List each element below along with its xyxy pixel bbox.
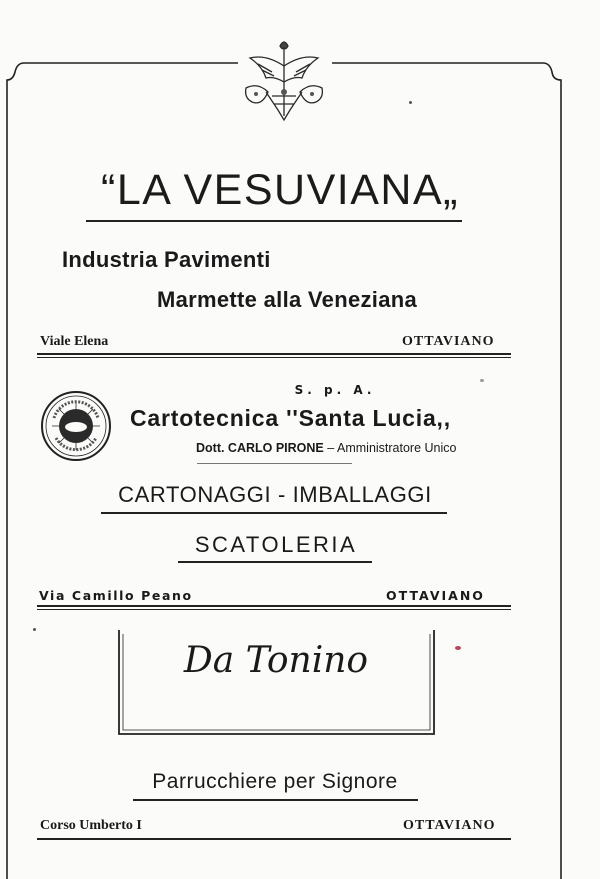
winged-emblem-icon (238, 36, 330, 126)
address-viale-elena: Viale Elena (40, 334, 109, 349)
ink-speck (409, 101, 412, 104)
subtitle-parrucchiere: Parrucchiere per Signore (152, 770, 398, 793)
company-name-cartotecnica: Cartotecnica ''Santa Lucia,, (130, 405, 451, 431)
script-name-da-tonino: Da Tonino (183, 640, 369, 681)
company-seal-icon (40, 390, 112, 462)
ad-line-marmette: Marmette alla Veneziana (157, 287, 418, 312)
section-divider-1a (37, 353, 511, 355)
ad-title-la-vesuviana: “LA VESUVIANA„ (101, 166, 459, 214)
city-ottaviano-2: OTTAVIANO (386, 588, 485, 603)
ad-line-industria-pavimenti: Industria Pavimenti (62, 247, 271, 272)
section-divider-3 (37, 838, 511, 840)
title-underline (86, 220, 462, 222)
director-underline (197, 463, 352, 464)
ink-speck (455, 646, 461, 650)
subtitle-underline (133, 799, 418, 801)
director-name: Dott. CARLO PIRONE (196, 441, 324, 455)
section-divider-2b (37, 609, 511, 610)
section-divider-1b (37, 357, 511, 358)
ink-speck (33, 628, 36, 631)
address-corso-umberto: Corso Umberto I (40, 818, 142, 833)
city-ottaviano-3: OTTAVIANO (403, 818, 496, 833)
spa-label: S. p. A. (294, 383, 376, 397)
ink-speck (480, 379, 484, 382)
products-underline (101, 512, 447, 514)
director-line (196, 441, 456, 455)
director-role: – Amministratore Unico (327, 441, 457, 455)
section-divider-2a (37, 605, 511, 607)
city-ottaviano-1: OTTAVIANO (402, 334, 495, 349)
products-scatoleria: SCATOLERIA (194, 532, 358, 557)
scatoleria-underline (178, 561, 372, 563)
address-via-camillo-peano: Via Camillo Peano (39, 588, 193, 603)
products-line: CARTONAGGI - IMBALLAGGI (118, 482, 432, 507)
